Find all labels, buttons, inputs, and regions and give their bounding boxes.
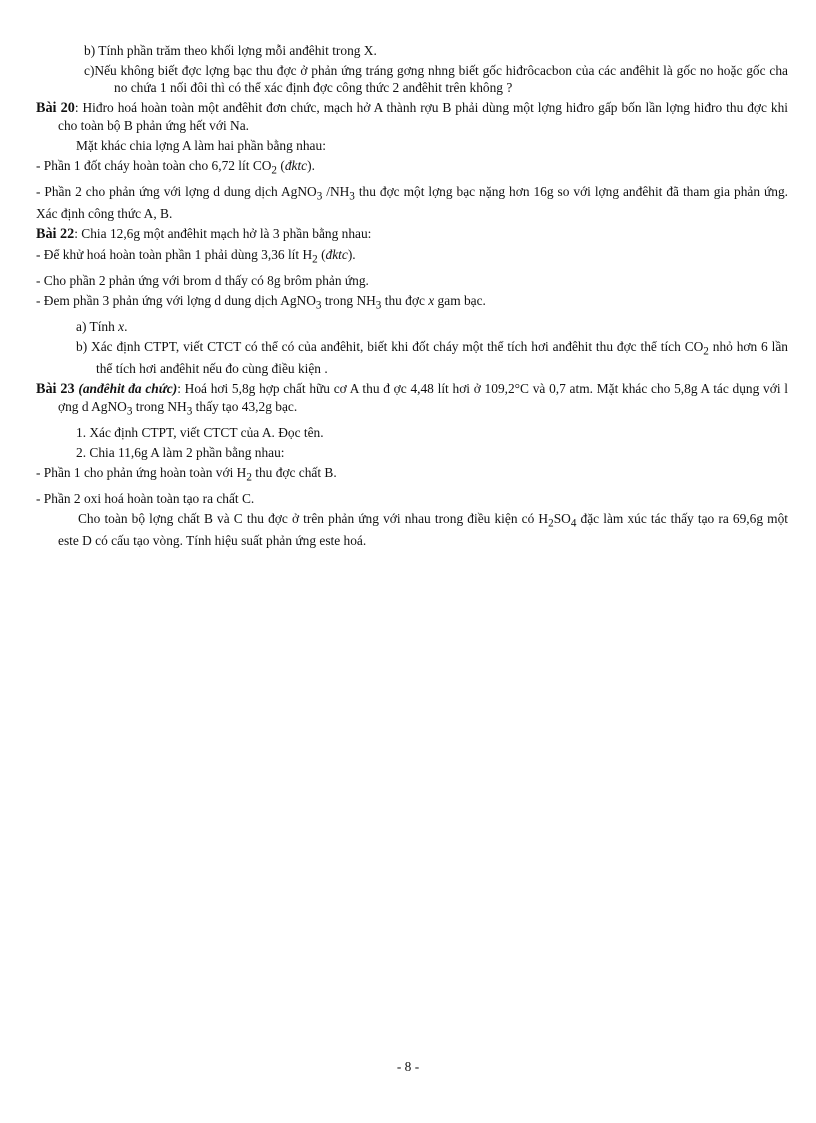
part-3-line <box>36 292 788 315</box>
exercise-label: Bài 23 <box>36 381 75 398</box>
text: thu đợc <box>381 293 429 309</box>
text: b) Xác định CTPT, viết CTCT có thể có của anđêhit, biết khi đốt cháy một thể tích hơi anđêhit thu đợc thể tích CO <box>76 338 704 354</box>
text: trong NH <box>132 399 187 415</box>
text: trong NH <box>321 293 376 309</box>
part-2-line <box>36 183 788 223</box>
subscript: 2 <box>271 164 277 177</box>
subscript: 4 <box>570 517 577 530</box>
text: c)Nếu không biết đợc lợng bạc thu đợc ở phản ứng tráng gơng nhng biết gốc hiđrôcacbon của các anđêhit là gốc no hoặc gốc cha no chứa 1 nối đôi thì có thể xác định đợc công thức 2 anđêhit trên không ? <box>84 63 788 95</box>
exercise-23 <box>36 380 788 421</box>
text: 1. Xác định CTPT, viết CTCT của A. Đọc tên. <box>76 425 324 441</box>
part-1-line <box>36 157 788 180</box>
subscript: 2 <box>703 345 709 358</box>
text: - Phần 2 cho phản ứng với lợng d dung dịch AgNO <box>36 183 317 199</box>
page-number: - 8 - <box>396 1059 420 1074</box>
text: . <box>124 318 128 334</box>
text: Cho toàn bộ lợng chất B và C thu đợc ở trên phản ứng với nhau trong điều kiện có H <box>78 510 549 526</box>
text: thu đợc một lợng bạc nặng hơn 16g so với lợng anđêhit đã tham gia phản ứng. Xác định công thức A, B. <box>36 183 788 222</box>
subscript: 3 <box>186 406 193 419</box>
question-a-line <box>36 318 788 335</box>
question-c-line <box>36 62 788 96</box>
question-b-line <box>36 42 788 59</box>
text: thu đợc chất B. <box>251 465 337 481</box>
text: - Để khử hoá hoàn toàn phần 1 phải dùng 3,36 lít H <box>36 247 313 263</box>
text: thấy tạo 43,2g bạc. <box>192 399 298 415</box>
text: : Hoá hơi 5,8g hợp chất hữu cơ A thu đ ợc 4,48 lít hơi ở 109,2°C và 0,7 atm. Mặt khác cho 5,8g A tác dụng với l ợng d AgNO <box>58 381 789 415</box>
text: nhỏ hơn 6 lần thể tích hơi anđêhit nếu đo cùng điều kiện . <box>96 338 788 377</box>
exercise-label: Bài 20 <box>36 100 75 116</box>
subscript: 3 <box>315 299 322 312</box>
subscript: 3 <box>126 406 133 419</box>
part-2-line <box>36 272 788 289</box>
text: gam bạc. <box>434 293 486 309</box>
text-italic: x <box>118 318 125 334</box>
text: : Chia 12,6g một anđêhit mạch hở là 3 phần bằng nhau: <box>74 226 372 242</box>
text: ( <box>277 158 285 173</box>
subscript: 3 <box>316 190 323 203</box>
text: ( <box>317 247 326 263</box>
exercise-20 <box>36 99 788 134</box>
exercise-22 <box>36 225 788 243</box>
subscript: 2 <box>246 471 252 484</box>
text: - Đem phần 3 phản ứng với lợng d dung dịch AgNO <box>36 293 316 309</box>
text: a) Tính <box>76 318 119 334</box>
part-2-line <box>36 490 788 507</box>
text-italic: đktc <box>325 247 348 263</box>
text: /NH <box>322 183 350 199</box>
text: SO <box>553 510 571 526</box>
text: - Phần 2 oxi hoá hoàn toàn tạo ra chất C. <box>36 490 255 506</box>
text: 2. Chia 11,6g A làm 2 phần bằng nhau: <box>76 445 285 461</box>
text-italic: x <box>428 293 435 309</box>
exercise-label: Bài 22 <box>36 226 75 243</box>
text: - Phần 1 cho phản ứng hoàn toàn với H <box>36 465 247 481</box>
text: ). <box>307 158 315 173</box>
subscript: 3 <box>375 299 382 312</box>
exercise-20-split <box>36 137 788 154</box>
question-b-line <box>36 338 788 378</box>
text: ). <box>347 247 356 263</box>
question-2-line <box>36 444 788 461</box>
part-1-line <box>36 464 788 487</box>
subscript: 3 <box>349 190 355 203</box>
final-question-line <box>36 510 788 550</box>
text: Mặt khác chia lợng A làm hai phần bằng nhau: <box>76 138 326 153</box>
text: - Phần 1 đốt cháy hoàn toàn cho 6,72 lít CO <box>36 158 272 173</box>
text: đặc làm xúc tác thấy tạo ra 69,6g một este D có cấu tạo vòng. Tính hiệu suất phản ứng este hoá. <box>58 510 788 549</box>
document-body <box>36 42 788 552</box>
text: : Hiđro hoá hoàn toàn một anđêhit đơn chức, mạch hở A thành rợu B phải dùng một lợng hiđro gấp bốn lần lợng hiđro thu đợc khi cho toàn bộ B phản ứng hết với Na. <box>58 100 789 133</box>
question-1-line <box>36 424 788 441</box>
subscript: 2 <box>312 254 318 267</box>
subscript: 2 <box>548 517 554 530</box>
text-bold-italic: (anđêhit đa chức) <box>78 381 178 397</box>
text: b) Tính phần trăm theo khối lợng mỗi anđêhit trong X. <box>84 43 377 58</box>
part-1-line <box>36 246 788 269</box>
text: - Cho phần 2 phản ứng với brom d thấy có 8g brôm phản ứng. <box>36 273 369 289</box>
text-italic: đktc <box>284 158 308 173</box>
